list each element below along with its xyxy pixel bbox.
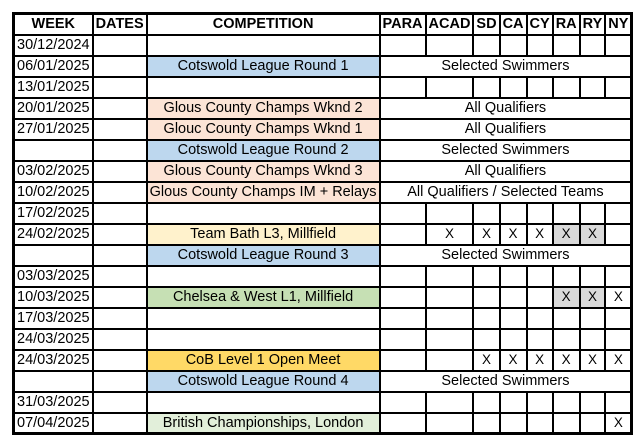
entry-cell-ca: [500, 266, 527, 287]
week-cell: 27/01/2025: [14, 119, 93, 140]
entry-cell-ca: X: [500, 224, 527, 245]
entry-cell-acad: [426, 308, 474, 329]
entry-cell-sd: [473, 308, 499, 329]
dates-cell: [93, 98, 147, 119]
schedule-row: [14, 56, 632, 77]
dates-cell: [93, 329, 147, 350]
entry-cell-ra: X: [553, 224, 580, 245]
entry-cell-sd: [473, 35, 499, 56]
competition-cell: [147, 392, 380, 413]
entry-cell-ca: [500, 35, 527, 56]
schedule-row: [14, 308, 632, 329]
schedule-row: [14, 329, 632, 350]
entry-merged-cell: Selected Swimmers: [380, 56, 632, 77]
dates-cell: [93, 203, 147, 224]
entry-cell-ny: [605, 308, 632, 329]
schedule-row: [14, 119, 632, 140]
competition-cell: British Championships, London: [147, 413, 380, 434]
week-cell: [14, 371, 93, 392]
entry-cell-ny: [605, 203, 632, 224]
dates-cell: [93, 140, 147, 161]
entry-cell-cy: [527, 308, 553, 329]
entry-merged-cell: All Qualifiers: [380, 161, 632, 182]
column-header-ca: CA: [500, 14, 527, 35]
competition-cell: [147, 308, 380, 329]
entry-cell-cy: X: [527, 350, 553, 371]
column-header-para: PARA: [380, 14, 426, 35]
schedule-row: [14, 161, 632, 182]
competition-cell: [147, 203, 380, 224]
entry-cell-ca: X: [500, 350, 527, 371]
dates-cell: [93, 35, 147, 56]
entry-cell-ry: [580, 392, 606, 413]
entry-cell-ra: [553, 35, 580, 56]
entry-cell-ca: [500, 308, 527, 329]
entry-cell-sd: X: [473, 224, 499, 245]
entry-cell-ry: [580, 203, 606, 224]
entry-cell-para: [380, 308, 426, 329]
entry-cell-ry: [580, 77, 606, 98]
entry-cell-ra: [553, 392, 580, 413]
entry-cell-cy: [527, 35, 553, 56]
competition-schedule-table: [12, 12, 633, 435]
entry-merged-cell: All Qualifiers / Selected Teams: [380, 182, 632, 203]
dates-cell: [93, 371, 147, 392]
schedule-row: [14, 245, 632, 266]
week-cell: 06/01/2025: [14, 56, 93, 77]
week-cell: 24/03/2025: [14, 329, 93, 350]
schedule-row: [14, 203, 632, 224]
entry-cell-acad: [426, 392, 474, 413]
entry-cell-sd: [473, 287, 499, 308]
entry-cell-ny: [605, 224, 632, 245]
competition-cell: Cotswold League Round 3: [147, 245, 380, 266]
competition-cell: Cotswold League Round 2: [147, 140, 380, 161]
week-cell: 24/02/2025: [14, 224, 93, 245]
dates-cell: [93, 413, 147, 434]
entry-merged-cell: All Qualifiers: [380, 119, 632, 140]
entry-cell-ny: X: [605, 350, 632, 371]
entry-cell-ra: [553, 77, 580, 98]
entry-cell-cy: [527, 203, 553, 224]
entry-cell-acad: [426, 329, 474, 350]
entry-cell-ca: [500, 329, 527, 350]
entry-cell-ry: [580, 308, 606, 329]
schedule-row: [14, 77, 632, 98]
entry-cell-ra: [553, 413, 580, 434]
entry-cell-cy: [527, 266, 553, 287]
entry-cell-sd: [473, 329, 499, 350]
entry-cell-cy: [527, 287, 553, 308]
competition-cell: Glouc County Champs Wknd 1: [147, 119, 380, 140]
entry-cell-sd: [473, 266, 499, 287]
column-header-ny: NY: [605, 14, 632, 35]
schedule-row: [14, 371, 632, 392]
week-cell: 03/03/2025: [14, 266, 93, 287]
entry-cell-para: [380, 266, 426, 287]
competition-cell: Glous County Champs IM + Relays: [147, 182, 380, 203]
entry-cell-ny: [605, 329, 632, 350]
entry-cell-ny: [605, 35, 632, 56]
entry-cell-ry: [580, 35, 606, 56]
schedule-row: [14, 98, 632, 119]
entry-cell-sd: [473, 413, 499, 434]
entry-cell-para: [380, 287, 426, 308]
entry-cell-ny: [605, 392, 632, 413]
schedule-row: [14, 140, 632, 161]
entry-cell-acad: [426, 203, 474, 224]
dates-cell: [93, 182, 147, 203]
entry-cell-ra: [553, 266, 580, 287]
schedule-row: [14, 35, 632, 56]
entry-cell-acad: X: [426, 224, 474, 245]
entry-cell-ca: [500, 392, 527, 413]
week-cell: 17/02/2025: [14, 203, 93, 224]
competition-cell: [147, 35, 380, 56]
entry-cell-para: [380, 77, 426, 98]
header-row: [14, 14, 632, 35]
entry-cell-ry: X: [580, 224, 606, 245]
dates-cell: [93, 266, 147, 287]
week-cell: 10/02/2025: [14, 182, 93, 203]
entry-cell-sd: X: [473, 350, 499, 371]
entry-cell-ny: X: [605, 413, 632, 434]
week-cell: 31/03/2025: [14, 392, 93, 413]
competition-cell: [147, 329, 380, 350]
week-cell: 10/03/2025: [14, 287, 93, 308]
week-cell: 24/03/2025: [14, 350, 93, 371]
entry-cell-cy: [527, 77, 553, 98]
entry-cell-ra: [553, 203, 580, 224]
week-cell: 07/04/2025: [14, 413, 93, 434]
dates-cell: [93, 245, 147, 266]
week-cell: 30/12/2024: [14, 35, 93, 56]
entry-cell-acad: [426, 350, 474, 371]
entry-cell-ry: [580, 329, 606, 350]
dates-cell: [93, 56, 147, 77]
week-cell: 03/02/2025: [14, 161, 93, 182]
dates-cell: [93, 161, 147, 182]
entry-cell-acad: [426, 287, 474, 308]
entry-cell-ra: X: [553, 287, 580, 308]
entry-cell-ca: [500, 77, 527, 98]
schedule-row: [14, 287, 632, 308]
entry-cell-ry: X: [580, 350, 606, 371]
entry-cell-para: [380, 203, 426, 224]
competition-cell: [147, 77, 380, 98]
entry-cell-ra: [553, 308, 580, 329]
schedule-row: [14, 182, 632, 203]
entry-cell-ra: X: [553, 350, 580, 371]
entry-cell-sd: [473, 203, 499, 224]
entry-cell-para: [380, 35, 426, 56]
entry-merged-cell: Selected Swimmers: [380, 371, 632, 392]
competition-cell: Cotswold League Round 1: [147, 56, 380, 77]
entry-cell-sd: [473, 392, 499, 413]
dates-cell: [93, 308, 147, 329]
entry-cell-para: [380, 350, 426, 371]
entry-cell-cy: X: [527, 224, 553, 245]
entry-cell-ry: [580, 266, 606, 287]
dates-cell: [93, 392, 147, 413]
schedule-row: [14, 350, 632, 371]
week-cell: 17/03/2025: [14, 308, 93, 329]
entry-cell-para: [380, 413, 426, 434]
entry-cell-ra: [553, 329, 580, 350]
entry-cell-ny: X: [605, 287, 632, 308]
entry-cell-ny: [605, 266, 632, 287]
dates-cell: [93, 119, 147, 140]
entry-cell-acad: [426, 35, 474, 56]
competition-cell: Glous County Champs Wknd 3: [147, 161, 380, 182]
entry-cell-acad: [426, 77, 474, 98]
entry-cell-ny: [605, 77, 632, 98]
competition-cell: Glous County Champs Wknd 2: [147, 98, 380, 119]
entry-cell-ca: [500, 287, 527, 308]
week-cell: [14, 140, 93, 161]
schedule-row: [14, 224, 632, 245]
entry-cell-cy: [527, 413, 553, 434]
entry-cell-acad: [426, 266, 474, 287]
competition-cell: Team Bath L3, Millfield: [147, 224, 380, 245]
dates-cell: [93, 224, 147, 245]
competition-cell: [147, 266, 380, 287]
entry-cell-ry: [580, 413, 606, 434]
entry-cell-cy: [527, 329, 553, 350]
schedule-row: [14, 392, 632, 413]
week-cell: 20/01/2025: [14, 98, 93, 119]
entry-merged-cell: Selected Swimmers: [380, 245, 632, 266]
entry-cell-ca: [500, 203, 527, 224]
column-header-dates: DATES: [93, 14, 147, 35]
entry-cell-sd: [473, 77, 499, 98]
week-cell: [14, 245, 93, 266]
dates-cell: [93, 350, 147, 371]
column-header-ry: RY: [580, 14, 606, 35]
competition-cell: Cotswold League Round 4: [147, 371, 380, 392]
schedule-row: [14, 266, 632, 287]
competition-cell: CoB Level 1 Open Meet: [147, 350, 380, 371]
entry-cell-para: [380, 392, 426, 413]
column-header-sd: SD: [473, 14, 499, 35]
schedule-row: [14, 413, 632, 434]
column-header-cy: CY: [527, 14, 553, 35]
dates-cell: [93, 77, 147, 98]
column-header-competition: COMPETITION: [147, 14, 380, 35]
column-header-acad: ACAD: [426, 14, 474, 35]
entry-cell-acad: [426, 413, 474, 434]
table-body: [14, 35, 632, 434]
entry-cell-para: [380, 329, 426, 350]
entry-cell-ry: X: [580, 287, 606, 308]
entry-merged-cell: All Qualifiers: [380, 98, 632, 119]
competition-cell: Chelsea & West L1, Millfield: [147, 287, 380, 308]
week-cell: 13/01/2025: [14, 77, 93, 98]
column-header-week: WEEK: [14, 14, 93, 35]
column-header-ra: RA: [553, 14, 580, 35]
entry-cell-ca: [500, 413, 527, 434]
dates-cell: [93, 287, 147, 308]
entry-merged-cell: Selected Swimmers: [380, 140, 632, 161]
entry-cell-para: [380, 224, 426, 245]
entry-cell-cy: [527, 392, 553, 413]
